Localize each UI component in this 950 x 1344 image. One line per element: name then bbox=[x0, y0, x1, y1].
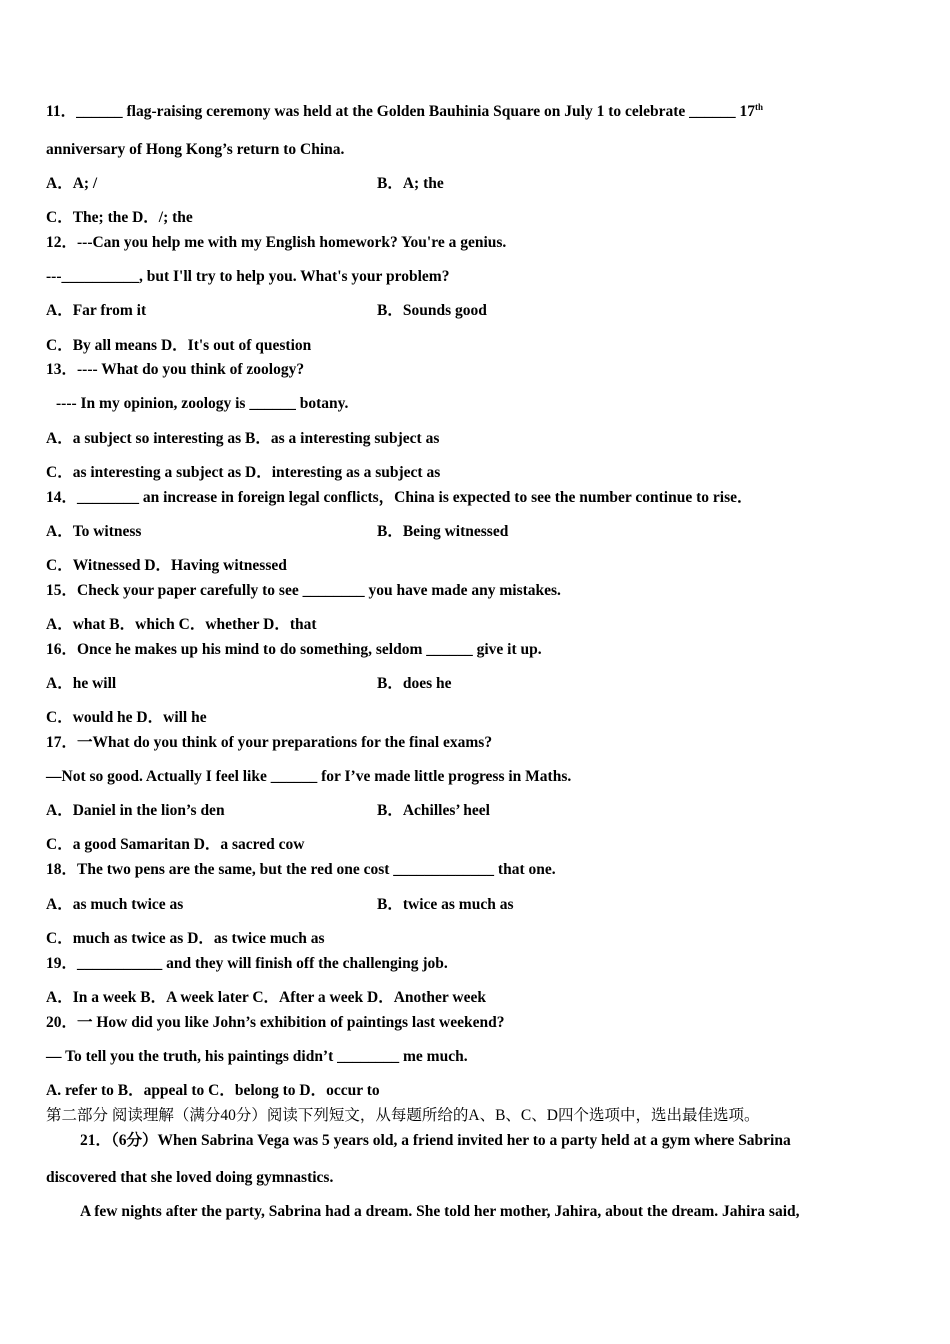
question-16-option-a[interactable]: A．he will bbox=[46, 675, 117, 692]
question-17-option-a[interactable]: A．Daniel in the lion’s den bbox=[46, 802, 225, 819]
question-15-stem: 15．Check your paper carefully to see ________ you have made any mistakes. bbox=[46, 582, 561, 599]
question-11-stem-cont: anniversary of Hong Kong’s return to China. bbox=[46, 141, 345, 158]
question-11-option-a[interactable]: A．A; / bbox=[46, 175, 98, 192]
question-14-option-b[interactable]: B．Being witnessed bbox=[377, 523, 509, 540]
question-11-options-cd[interactable]: C．The; the D．/; the bbox=[46, 209, 193, 226]
question-17-options-cd[interactable]: C．a good Samaritan D．a sacred cow bbox=[46, 836, 305, 853]
question-13-options-cd[interactable]: C．as interesting a subject as D．interesting as a subject as bbox=[46, 464, 441, 481]
question-14-option-a[interactable]: A．To witness bbox=[46, 523, 142, 540]
question-12-option-a[interactable]: A．Far from it bbox=[46, 302, 147, 319]
question-21-text-line2: discovered that she loved doing gymnastics. bbox=[46, 1169, 334, 1186]
section-2-heading: 第二部分 阅读理解（满分40分）阅读下列短文，从每题所给的A、B、C、D四个选项中，选出最佳选项。 bbox=[46, 1107, 760, 1124]
question-20-options[interactable]: A. refer to B．appeal to C．belong to D．occur to bbox=[46, 1082, 380, 1099]
question-15-options[interactable]: A．what B．which C．whether D．that bbox=[46, 616, 317, 633]
question-18-option-b[interactable]: B．twice as much as bbox=[377, 896, 514, 913]
question-12-options-cd[interactable]: C．By all means D．It's out of question bbox=[46, 337, 312, 354]
question-13-stem: 13．---- What do you think of zoology? bbox=[46, 361, 305, 378]
question-12-option-b[interactable]: B．Sounds good bbox=[377, 302, 487, 319]
question-13-options-ab[interactable]: A．a subject so interesting as B．as a interesting subject as bbox=[46, 430, 440, 447]
question-11-stem: 11．______ flag-raising ceremony was held at the Golden Bauhinia Square on July 1 to celebrate ______ 17th bbox=[46, 101, 764, 120]
question-18-option-a[interactable]: A．as much twice as bbox=[46, 896, 184, 913]
question-19-options[interactable]: A．In a week B．A week later C．After a week D．Another week bbox=[46, 989, 486, 1006]
question-18-stem: 18．The two pens are the same, but the red one cost _____________ that one. bbox=[46, 861, 556, 878]
question-11-option-b[interactable]: B．A; the bbox=[377, 175, 444, 192]
question-14-options-cd[interactable]: C．Witnessed D．Having witnessed bbox=[46, 557, 287, 574]
question-17-option-b[interactable]: B．Achilles’ heel bbox=[377, 802, 490, 819]
question-12-stem: 12．---Can you help me with my English homework? You're a genius. bbox=[46, 234, 507, 251]
question-18-options-cd[interactable]: C．much as twice as D．as twice much as bbox=[46, 930, 325, 947]
question-16-option-b[interactable]: B．does he bbox=[377, 675, 452, 692]
question-16-options-cd[interactable]: C．would he D．will he bbox=[46, 709, 207, 726]
question-21-text-line1: 21．（6分）When Sabrina Vega was 5 years old, a friend invited her to a party held at a gym where Sabrina bbox=[80, 1132, 791, 1149]
question-17-stem: 17．一What do you think of your preparations for the final exams? bbox=[46, 734, 493, 751]
question-13-stem-cont: ---- In my opinion, zoology is ______ botany. bbox=[56, 395, 349, 412]
question-16-stem: 16．Once he makes up his mind to do something, seldom ______ give it up. bbox=[46, 641, 542, 658]
question-19-stem: 19．___________ and they will finish off the challenging job. bbox=[46, 955, 448, 972]
question-20-stem: 20．一 How did you like John’s exhibition of paintings last weekend? bbox=[46, 1014, 505, 1031]
question-20-stem-cont: — To tell you the truth, his paintings didn’t ________ me much. bbox=[46, 1048, 468, 1065]
question-21-text-line3: A few nights after the party, Sabrina had a dream. She told her mother, Jahira, about the dream. Jahira said, bbox=[80, 1203, 800, 1220]
question-14-stem: 14．________ an increase in foreign legal conflicts，China is expected to see the number continue to rise． bbox=[46, 489, 753, 506]
question-17-stem-cont: —Not so good. Actually I feel like ______ for I’ve made little progress in Maths. bbox=[46, 768, 572, 785]
question-12-stem-cont: ---__________, but I'll try to help you. What's your problem? bbox=[46, 268, 450, 285]
